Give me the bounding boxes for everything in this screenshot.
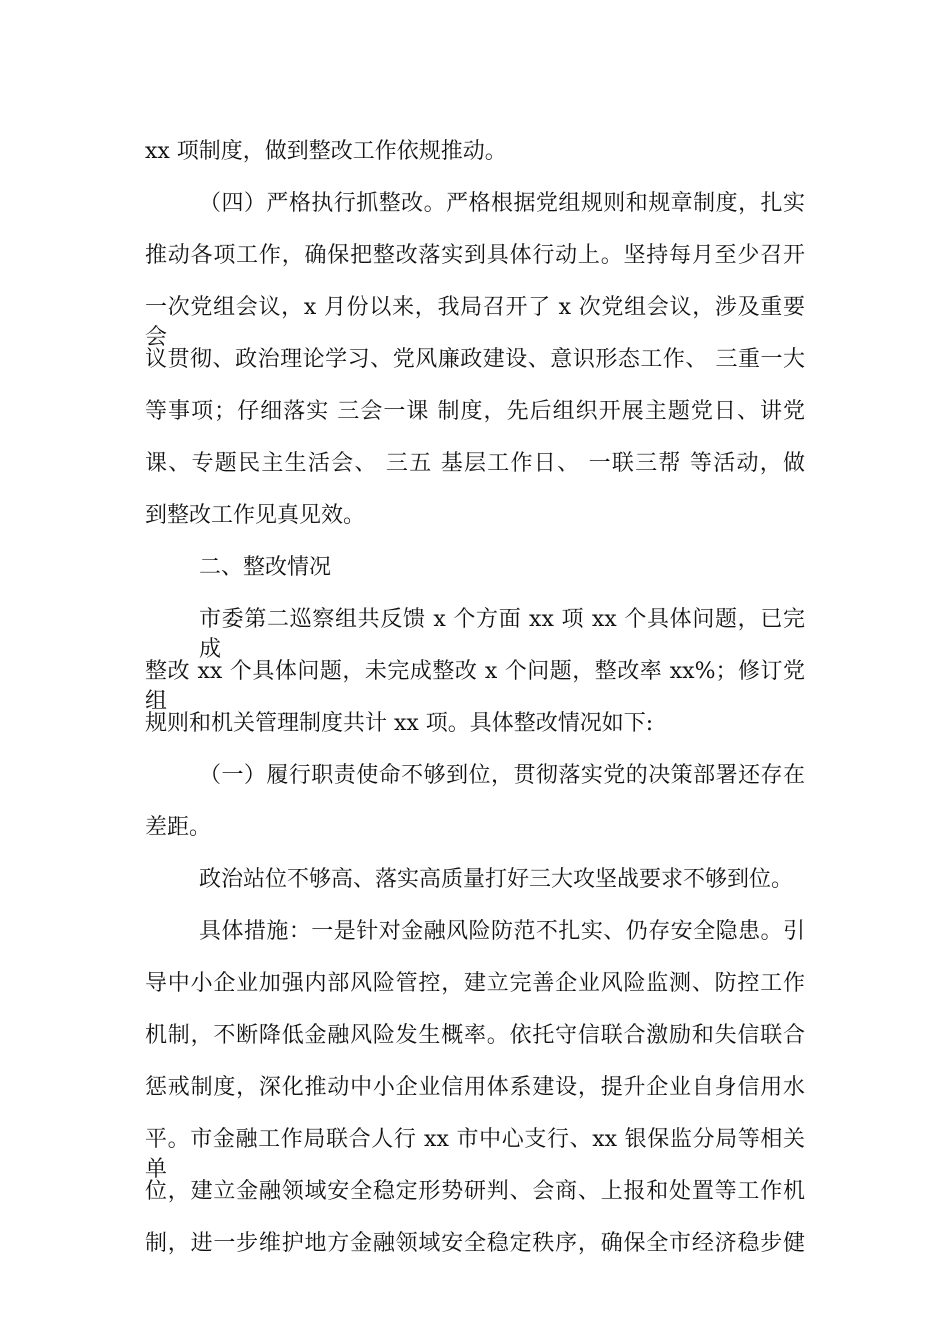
text-line-6: 等事项；仔细落实 三会一课 制度，先后组织开展主题党日、讲党	[145, 399, 805, 424]
section-heading: 二、整改情况	[199, 555, 332, 580]
text-line-22: 制，进一步维护地方金融领域安全稳定秩序，确保全市经济稳步健	[145, 1231, 805, 1256]
text-line-10: 市委第二巡察组共反馈 x 个方面 xx 项 xx 个具体问题，已完成	[199, 607, 805, 662]
text-line-8: 到整改工作见真见效。	[145, 503, 366, 528]
text-line-1: xx 项制度，做到整改工作依规推动。	[145, 139, 507, 164]
text-line-20: 平。市金融工作局联合人行 xx 市中心支行、xx 银保监分局等相关单	[145, 1127, 805, 1182]
text-line-3: 推动各项工作，确保把整改落实到具体行动上。坚持每月至少召开	[145, 243, 805, 268]
text-line-11: 整改 xx 个具体问题，未完成整改 x 个问题，整改率 xx%；修订党组	[145, 659, 805, 714]
text-line-12: 规则和机关管理制度共计 xx 项。具体整改情况如下:	[145, 711, 654, 736]
text-line-7: 课、专题民主生活会、 三五 基层工作日、 一联三帮 等活动，做	[145, 451, 805, 476]
text-line-17: 导中小企业加强内部风险管控，建立完善企业风险监测、防控工作	[145, 971, 805, 996]
text-line-4: 一次党组会议，x 月份以来，我局召开了 x 次党组会议，涉及重要会	[145, 295, 805, 350]
text-line-16: 具体措施：一是针对金融风险防范不扎实、仍存安全隐患。引	[199, 919, 805, 944]
text-line-15: 政治站位不够高、落实高质量打好三大攻坚战要求不够到位。	[199, 867, 794, 892]
text-line-21: 位，建立金融领域安全稳定形势研判、会商、上报和处置等工作机	[145, 1179, 805, 1204]
text-line-2: （四）严格执行抓整改。严格根据党组规则和规章制度，扎实	[199, 191, 805, 216]
subsection-heading: （一）履行职责使命不够到位，贯彻落实党的决策部署还存在	[199, 763, 805, 788]
text-line-18: 机制，不断降低金融风险发生概率。依托守信联合激励和失信联合	[145, 1023, 805, 1048]
text-line-19: 惩戒制度，深化推动中小企业信用体系建设，提升企业自身信用水	[145, 1075, 805, 1100]
text-line-14: 差距。	[145, 815, 212, 840]
text-line-5: 议贯彻、政治理论学习、党风廉政建设、意识形态工作、 三重一大	[145, 347, 805, 372]
